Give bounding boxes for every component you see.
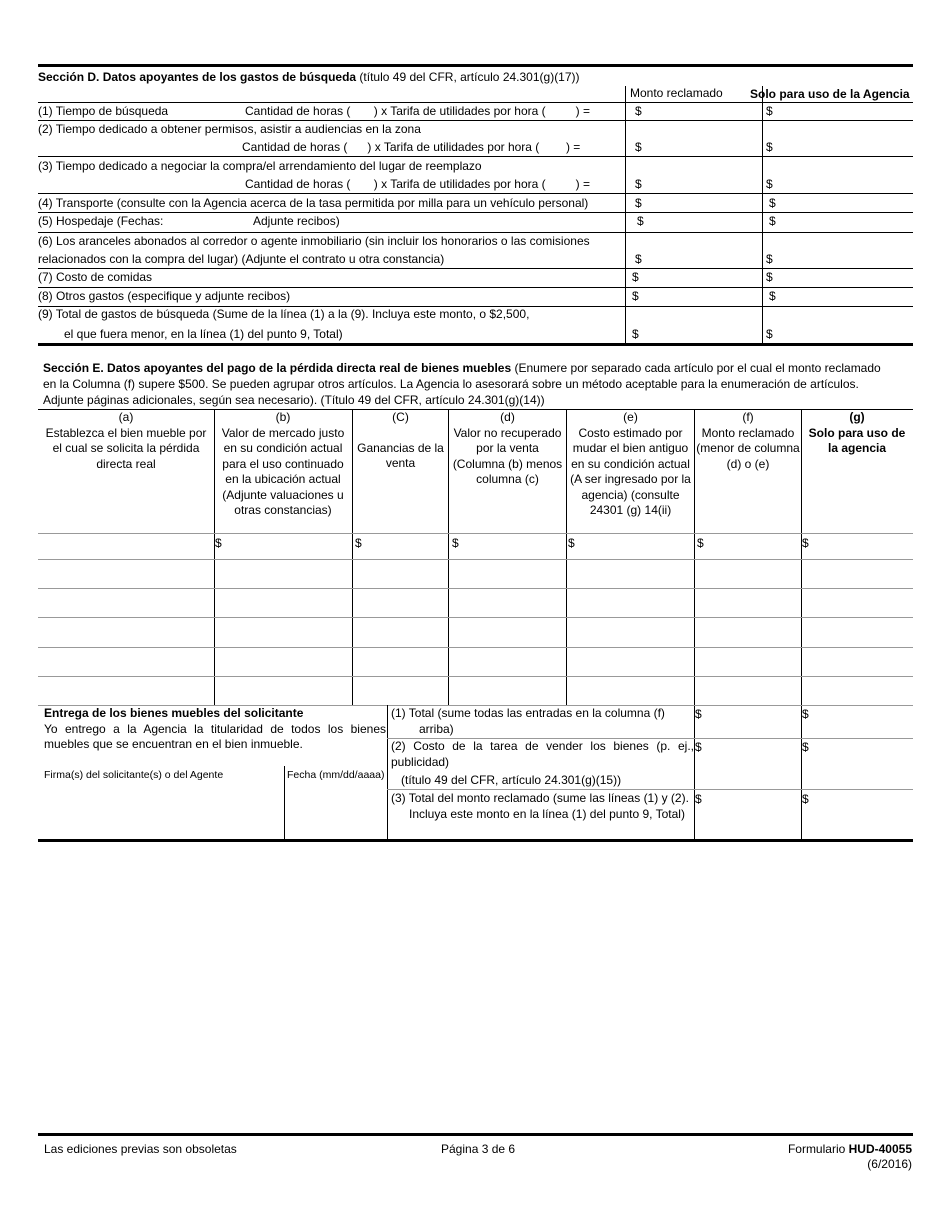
item-row-1-b[interactable]: $: [215, 536, 222, 550]
row-line: [38, 287, 913, 288]
row-line: [38, 212, 913, 213]
row-1-hours: Cantidad de horas ( ) x Tarifa de utilidades por hora ( ) =: [245, 104, 590, 118]
col-header-e: (e) Costo estimado por mudar el bien antiguo en su condición actual (A ser ingresado por la agencia) (consulte 24301 (g) 14(ii): [570, 410, 691, 517]
row-4-agency[interactable]: $: [769, 196, 776, 210]
item-row-1-g[interactable]: $: [802, 536, 809, 550]
row-3-label: (3) Tiempo dedicado a negociar la compra/el arrendamiento del lugar de reemplazo: [38, 159, 482, 173]
date-field[interactable]: [286, 785, 386, 837]
sig-date-divider: [284, 766, 285, 839]
footer-form-date: (6/2016): [867, 1157, 912, 1171]
col-header-c: (C) Ganancias de la venta: [357, 410, 444, 470]
row-5-receipts: Adjunte recibos): [253, 214, 340, 228]
row-9-agency[interactable]: $: [766, 327, 773, 341]
row-9-label-1: (9) Total de gastos de búsqueda (Sume de la línea (1) a la (9). Incluya este monto, o $2,500,: [38, 307, 530, 321]
row-2-label: (2) Tiempo dedicado a obtener permisos, asistir a audiencias en la zona: [38, 122, 421, 136]
section-d-title: Sección D. Datos apoyantes de los gastos de búsqueda (título 49 del CFR, artículo 24.301(g)(17)): [38, 70, 580, 84]
date-label: Fecha (mm/dd/aaaa): [287, 769, 385, 781]
total-2-g[interactable]: $: [802, 740, 809, 754]
section-d-top-rule: [38, 64, 913, 67]
row-line: [38, 102, 913, 103]
total-1-f[interactable]: $: [695, 707, 702, 721]
row-5-claimed[interactable]: $: [637, 214, 644, 228]
row-5-agency[interactable]: $: [769, 214, 776, 228]
row-8-agency[interactable]: $: [769, 289, 776, 303]
row-8-claimed[interactable]: $: [632, 289, 639, 303]
row-2-hours: Cantidad de horas ( ) x Tarifa de utilidades por hora ( ) =: [242, 140, 581, 154]
item-row-1-e[interactable]: $: [568, 536, 575, 550]
row-2-claimed[interactable]: $: [635, 140, 642, 154]
row-6-agency[interactable]: $: [766, 252, 773, 266]
row-line: [38, 617, 913, 618]
delivery-divider: [387, 705, 388, 839]
row-4-label: (4) Transporte (consulte con la Agencia acerca de la tasa permitida por milla para un vehículo personal): [38, 196, 589, 210]
row-line: [38, 232, 913, 233]
row-line: [38, 588, 913, 589]
col-header-b: (b) Valor de mercado justo en su condición actual para el uso continuado en la ubicación actual (Adjunte valuaciones u otras constancias): [221, 410, 345, 517]
col-header-d: (d) Valor no recuperado por la venta (Columna (b) menos columna (c): [452, 410, 563, 486]
col-divider-ef: [694, 409, 695, 839]
section-e-title: Sección E. Datos apoyantes del pago de la pérdida directa real de bienes muebles (Enumere por separado cada artículo por el cual el monto reclamado: [43, 361, 881, 375]
row-6-label-1: (6) Los aranceles abonados al corredor o agente inmobiliario (sin incluir los honorarios o las comisiones: [38, 234, 590, 248]
row-1-label: (1) Tiempo de búsqueda: [38, 104, 169, 118]
footer-editions: Las ediciones previas son obsoletas: [44, 1142, 237, 1156]
row-3-agency[interactable]: $: [766, 177, 773, 191]
row-7-claimed[interactable]: $: [632, 270, 639, 284]
row-line: [38, 156, 913, 157]
row-7-label: (7) Costo de comidas: [38, 270, 153, 284]
row-4-claimed[interactable]: $: [635, 196, 642, 210]
footer-form-id: Formulario HUD-40055: [787, 1142, 912, 1156]
delivery-text: Yo entrego a la Agencia la titularidad de todos los bienes muebles que se encuentran en el bien inmueble.: [44, 721, 386, 751]
row-5-label: (5) Hospedaje (Fechas:: [38, 214, 164, 228]
row-2-agency[interactable]: $: [766, 140, 773, 154]
section-e-title-line3: Adjunte páginas adicionales, según sea necesario). (Título 49 del CFR, artículo 24.301(g)(14)): [43, 393, 545, 407]
section-e-title-line2: en la Columna (f) supere $500. Se pueden agrupar otros artículos. La Agencia lo asesorará sobre un método aceptable para la enumeración de artículos.: [43, 377, 859, 391]
item-row-1-c[interactable]: $: [355, 536, 362, 550]
section-e-bottom-rule: [38, 839, 913, 842]
item-row-1-f[interactable]: $: [697, 536, 704, 550]
signature-label: Firma(s) del solicitante(s) o del Agente: [44, 769, 224, 781]
row-line: [38, 676, 913, 677]
total-2-label: (2) Costo de la tarea de vender los bienes (p. ej., publicidad) (título 49 del CFR, artículo 24.301(g)(15)): [391, 739, 694, 787]
row-line: [38, 533, 913, 534]
row-7-agency[interactable]: $: [766, 270, 773, 284]
footer-page: Página 3 de 6: [441, 1142, 516, 1156]
col-divider-fg: [801, 409, 802, 839]
delivery-block: [44, 706, 386, 753]
col-header-a: (a) Establezca el bien mueble por el cual se solicita la pérdida directa real: [45, 410, 207, 471]
total-2-f[interactable]: $: [695, 740, 702, 754]
signature-field[interactable]: [38, 785, 283, 837]
row-9-label-2: el que fuera menor, en la línea (1) del punto 9, Total): [64, 327, 343, 341]
delivery-title: Entrega de los bienes muebles del solicitante: [44, 706, 304, 720]
col-agency-header: Solo para uso de la Agencia: [750, 87, 910, 101]
total-3-g[interactable]: $: [802, 792, 809, 806]
row-line: [38, 647, 913, 648]
section-d-bottom-rule: [38, 343, 913, 346]
row-3-claimed[interactable]: $: [635, 177, 642, 191]
total-3-f[interactable]: $: [695, 792, 702, 806]
col-header-f: (f) Monto reclamado (menor de columna (d) o (e): [696, 410, 800, 471]
col-header-g: (g) Solo para uso de la agencia: [808, 410, 906, 455]
row-line: [38, 193, 913, 194]
row-1-agency[interactable]: $: [766, 104, 773, 118]
col-divider-ab: [214, 409, 215, 705]
row-8-label: (8) Otros gastos (especifique y adjunte recibos): [38, 289, 291, 303]
row-6-label-2: relacionados con la compra del lugar) (Adjunte el contrato u otra constancia): [38, 252, 445, 266]
row-line: [38, 559, 913, 560]
total-line: [387, 789, 913, 790]
total-1-g[interactable]: $: [802, 707, 809, 721]
footer-rule: [38, 1133, 913, 1136]
total-1-label: (1) Total (sume todas las entradas en la columna (f) arriba): [391, 706, 665, 736]
row-1-claimed[interactable]: $: [635, 104, 642, 118]
row-line: [38, 120, 913, 121]
row-9-claimed[interactable]: $: [632, 327, 639, 341]
row-3-hours: Cantidad de horas ( ) x Tarifa de utilidades por hora ( ) =: [245, 177, 590, 191]
row-6-claimed[interactable]: $: [635, 252, 642, 266]
col-claimed-header: Monto reclamado: [630, 86, 723, 100]
total-3-label: (3) Total del monto reclamado (sume las líneas (1) y (2). Incluya este monto en la línea (1) del punto 9, Total): [391, 791, 689, 821]
item-row-1-d[interactable]: $: [452, 536, 459, 550]
row-line: [38, 268, 913, 269]
